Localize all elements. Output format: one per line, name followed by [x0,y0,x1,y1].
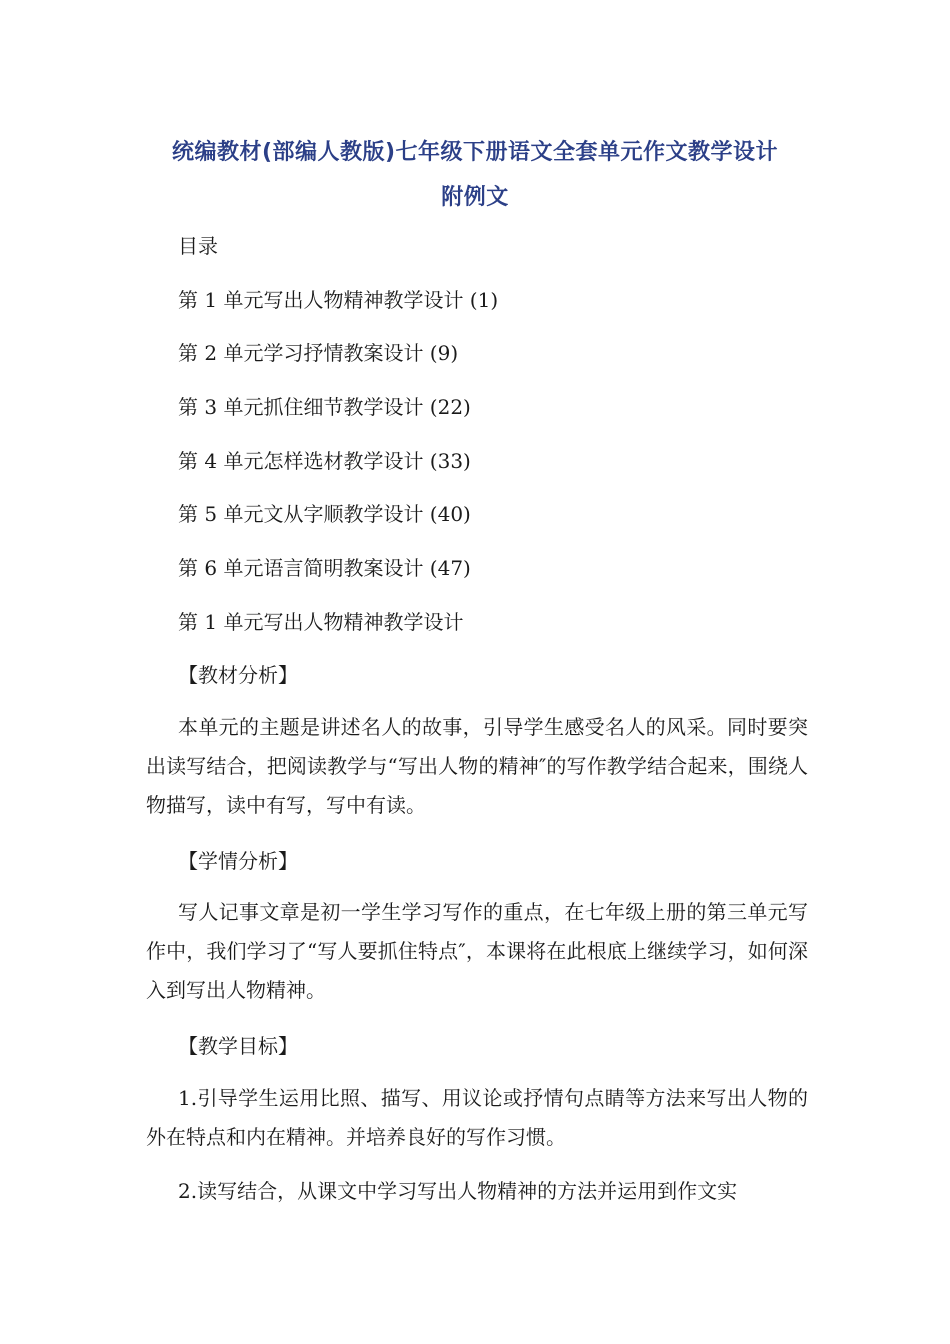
toc-item-unit-2[interactable]: 第 2 单元学习抒情教案设计 (9) [178,341,459,365]
toc-item-unit-1[interactable]: 第 1 单元写出人物精神教学设计 (1) [178,288,499,312]
toc-item-unit-4[interactable]: 第 4 单元怎样选材教学设计 (33) [178,449,471,473]
document-title-continued: 附例文 [441,185,509,210]
teaching-goals-heading: 【教学目标】 [178,1034,298,1058]
toc-item-unit-5[interactable]: 第 5 单元文从字顺教学设计 (40) [178,502,471,526]
student-analysis-paragraph: 写人记事文章是初一学生学习写作的重点，在七年级上册的第三单元写作中，我们学习了“写人要抓住特点″，本课将在此根底上继续学习，如何深入到写出人物精神。 [146,900,808,1002]
textbook-analysis-paragraph: 本单元的主题是讲述名人的故事，引导学生感受名人的风采。同时要突出读写结合，把阅读教学与“写出人物的精神″的写作教学结合起来，围绕人物描写，读中有写，写中有读。 [146,715,808,817]
textbook-analysis-heading: 【教材分析】 [178,663,298,687]
toc-item-unit-3[interactable]: 第 3 单元抓住细节教学设计 (22) [178,395,471,419]
section-title: 第 1 单元写出人物精神教学设计 [178,610,464,634]
teaching-goal-1: 1.引导学生运用比照、描写、用议论或抒情句点睛等方法来写出人物的外在特点和内在精神。并培养良好的写作习惯。 [146,1086,808,1149]
document-title: 统编教材(部编人教版)七年级下册语文全套单元作文教学设计 [171,140,779,165]
student-analysis-heading: 【学情分析】 [178,849,298,873]
teaching-goal-2: 2.读写结合，从课文中学习写出人物精神的方法并运用到作文实 [178,1179,738,1203]
toc-item-unit-6[interactable]: 第 6 单元语言简明教案设计 (47) [178,556,471,580]
toc-heading: 目录 [178,234,218,258]
